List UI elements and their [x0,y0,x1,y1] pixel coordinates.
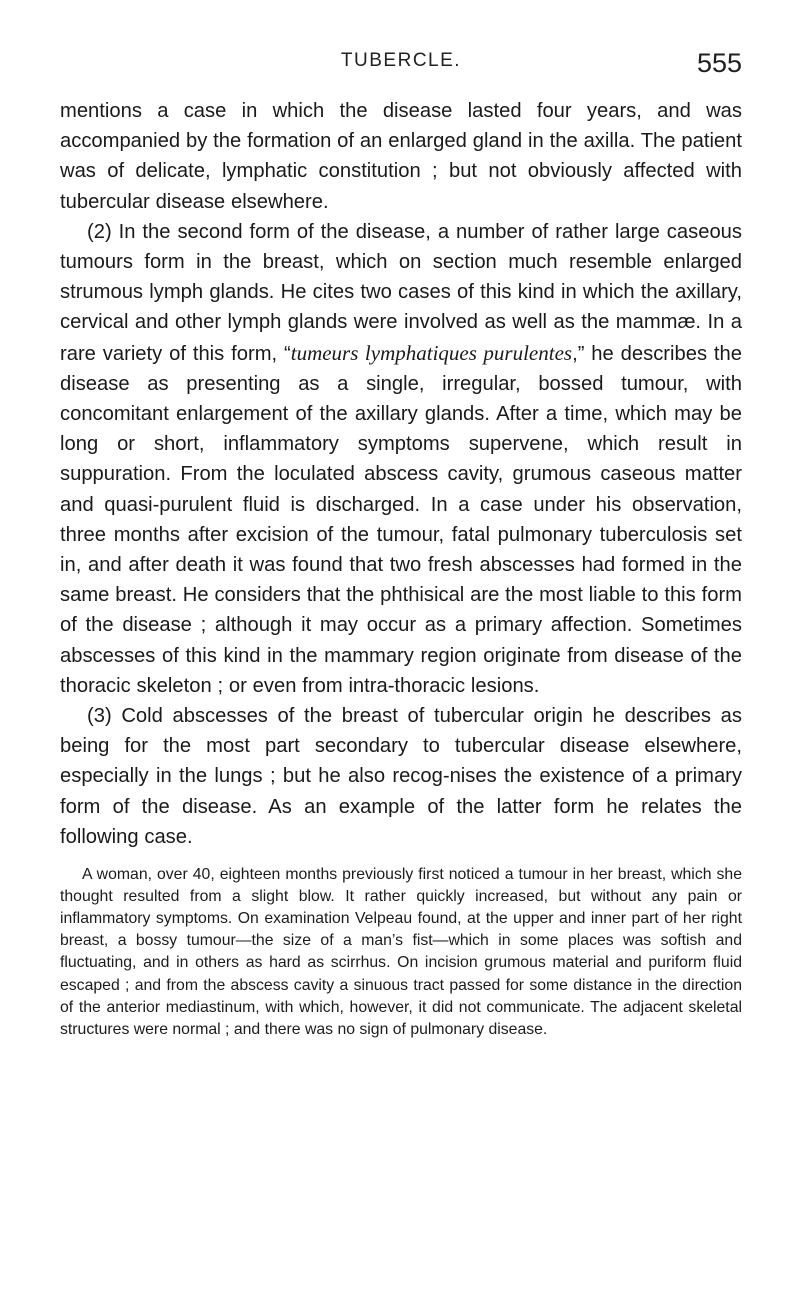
italic-term: tumeurs lymphatiques purulentes [290,340,573,365]
paragraph-text-after-italic: ,” he describes the disease as presenting as a single, irregular, bossed tumour, with concomitant enlargement of the axillary glands. After a time, which may be long or short, inflammatory symptoms supervene, which result in suppuration. From the loculated abscess cavity, grumous caseous matter and quasi-purulent fluid is discharged. In a case under his observation, three months after excision of the tumour, fatal pulmonary tuberculosis set in, and after death it was found that two fresh abscesses had formed in the same breast. He considers that the phthisical are the most liable to this form of the disease ; although it may occur as a primary affection. Sometimes abscesses of this kind in the mammary region originate from disease of the thoracic skeleton ; or even from intra-thoracic lesions. [60,342,742,697]
page-header [60,48,742,84]
running-title: TUBERCLE. [340,50,462,71]
paragraph-continuation: mentions a case in which the disease lasted four years, and was accompanied by the formation of an enlarged gland in the axilla. The patient was of delicate, lymphatic constitution ; but not obviously affected with tubercular disease elsewhere. [60,100,742,213]
paragraph-second-form [60,217,742,701]
paragraph-text-before-italic: (2) In the second form of the disease, a number of rather large caseous tumours form in the breast, which on section much resemble enlarged strumous lymph glands. He cites two cases of this kind in which the axillary, cervical and other lymph glands were involved as well as the mammæ. In a rare variety of this form, “ [60,220,742,365]
paragraph-third-form: (3) Cold abscesses of the breast of tubercular origin he describes as being for the most part secondary to tubercular disease elsewhere, especially in the lungs ; but he also recog-nises the existence of a primary form of the disease. As an example of the latter form he relates the following case. [60,705,742,848]
page-number: 555 [696,48,742,78]
case-report-extract: A woman, over 40, eighteen months previously first noticed a tumour in her breast, which she thought resulted from a slight blow. It rather quickly increased, but without any pain or inflammatory symptoms. On examination Velpeau found, at the upper and inner part of her right breast, a bossy tumour—the size of a man’s fist—which in some places was softish and fluctuating, and in others as hard as scirrhus. On incision grumous material and puriform fluid escaped ; and from the abscess cavity a sinuous tract passed for some distance in the direction of the anterior mediastinum, with which, however, it did not communicate. The adjacent skeletal structures were normal ; and there was no sign of pulmonary disease. [60,866,742,1038]
